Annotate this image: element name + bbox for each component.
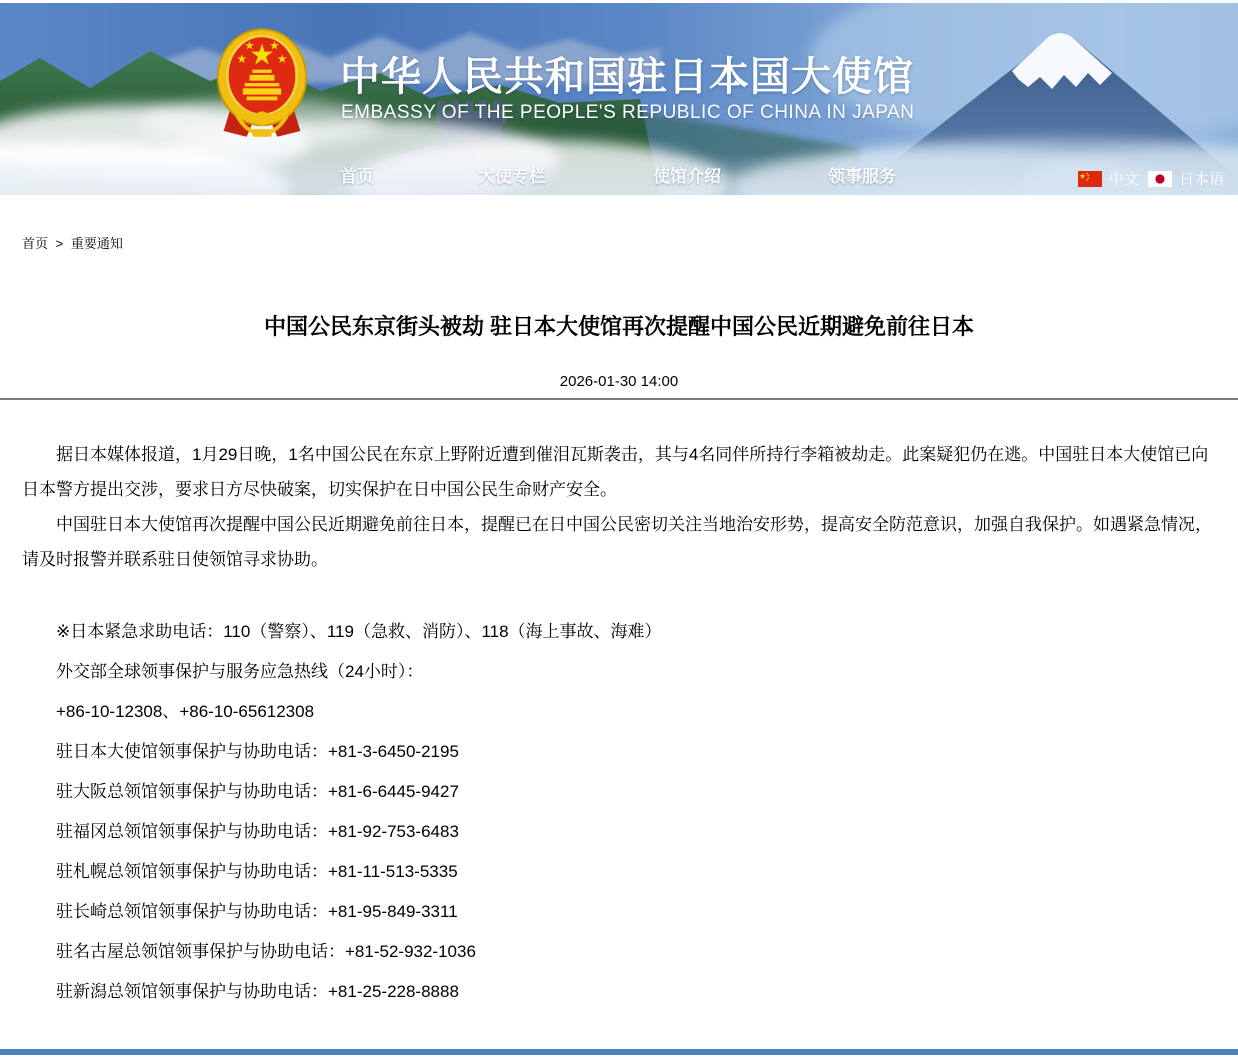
hotline-mfa-numbers: +86-10-12308、+86-10-65612308	[56, 702, 315, 721]
breadcrumb-home[interactable]: 首页	[22, 236, 49, 251]
hotline-embassy-japan: 驻日本大使馆领事保护与协助电话：+81-3-6450-2195	[56, 742, 459, 761]
breadcrumb-current: 重要通知	[70, 236, 123, 251]
site-subtitle: EMBASSY OF THE PEOPLE'S REPUBLIC OF CHINA IN JAPAN	[341, 102, 915, 123]
header-banner	[0, 3, 1238, 195]
lang-option-chinese[interactable]	[1078, 168, 1139, 189]
hotline-consulate-sapporo: 驻札幌总领馆领事保护与协助电话：+81-11-513-5335	[56, 862, 458, 881]
hotline-consulate-niigata: 驻新潟总领馆领事保护与协助电话：+81-25-228-8888	[56, 982, 459, 1001]
lang-chinese-label: 中文	[1108, 171, 1139, 188]
hotline-mfa-title: 外交部全球领事保护与服务应急热线（24小时）：	[56, 662, 424, 681]
breadcrumb	[22, 233, 123, 252]
footer-bar	[0, 1049, 1238, 1055]
lang-japanese-label: 日本语	[1178, 171, 1224, 188]
hotline-consulate-nagoya: 驻名古屋总领馆领事保护与协助电话：+81-52-932-1036	[56, 942, 476, 961]
china-flag-icon	[1078, 171, 1102, 187]
article-body	[22, 437, 1216, 577]
nav-item-ambassador-column[interactable]: 大使专栏	[478, 167, 546, 186]
article-paragraph: 中国驻日本大使馆再次提醒中国公民近期避免前往日本，提醒已在日中国公民密切关注当地治安形势，提高安全防范意识，加强自我保护。如遇紧急情况，请及时报警并联系驻日使领馆寻求协助。	[22, 515, 1212, 569]
hotline-list	[22, 612, 1216, 1012]
hotline-consulate-nagasaki: 驻长崎总领馆领事保护与协助电话：+81-95-849-3311	[56, 902, 458, 921]
hotline-japan-emergency: ※日本紧急求助电话：110（警察）、119（急救、消防）、118（海上事故、海难）	[56, 622, 662, 641]
lang-option-japanese[interactable]	[1148, 168, 1224, 189]
nav-item-embassy-intro[interactable]: 使馆介绍	[653, 167, 721, 186]
nav-item-home[interactable]: 首页	[340, 167, 374, 186]
site-title: 中华人民共和国驻日本国大使馆	[340, 55, 914, 99]
breadcrumb-separator: >	[55, 236, 64, 251]
japan-flag-icon	[1148, 171, 1172, 187]
title-divider	[0, 398, 1238, 400]
article-title: 中国公民东京街头被劫 驻日本大使馆再次提醒中国公民近期避免前往日本	[263, 314, 975, 339]
china-national-emblem-icon	[214, 23, 310, 145]
article-date: 2026-01-30 14:00	[559, 373, 679, 390]
nav-item-consular-services[interactable]: 领事服务	[828, 167, 896, 186]
hotline-consulate-fukuoka: 驻福冈总领馆领事保护与协助电话：+81-92-753-6483	[56, 822, 459, 841]
article-paragraph: 据日本媒体报道，1月29日晚，1名中国公民在东京上野附近遭到催泪瓦斯袭击，其与4名同伴所持行李箱被劫走。此案疑犯仍在逃。中国驻日本大使馆已向日本警方提出交涉，要求日方尽快破案，切实保护在日中国公民生命财产安全。	[22, 445, 1209, 499]
hotline-consulate-osaka: 驻大阪总领馆领事保护与协助电话：+81-6-6445-9427	[56, 782, 459, 801]
language-switcher	[1078, 168, 1224, 189]
